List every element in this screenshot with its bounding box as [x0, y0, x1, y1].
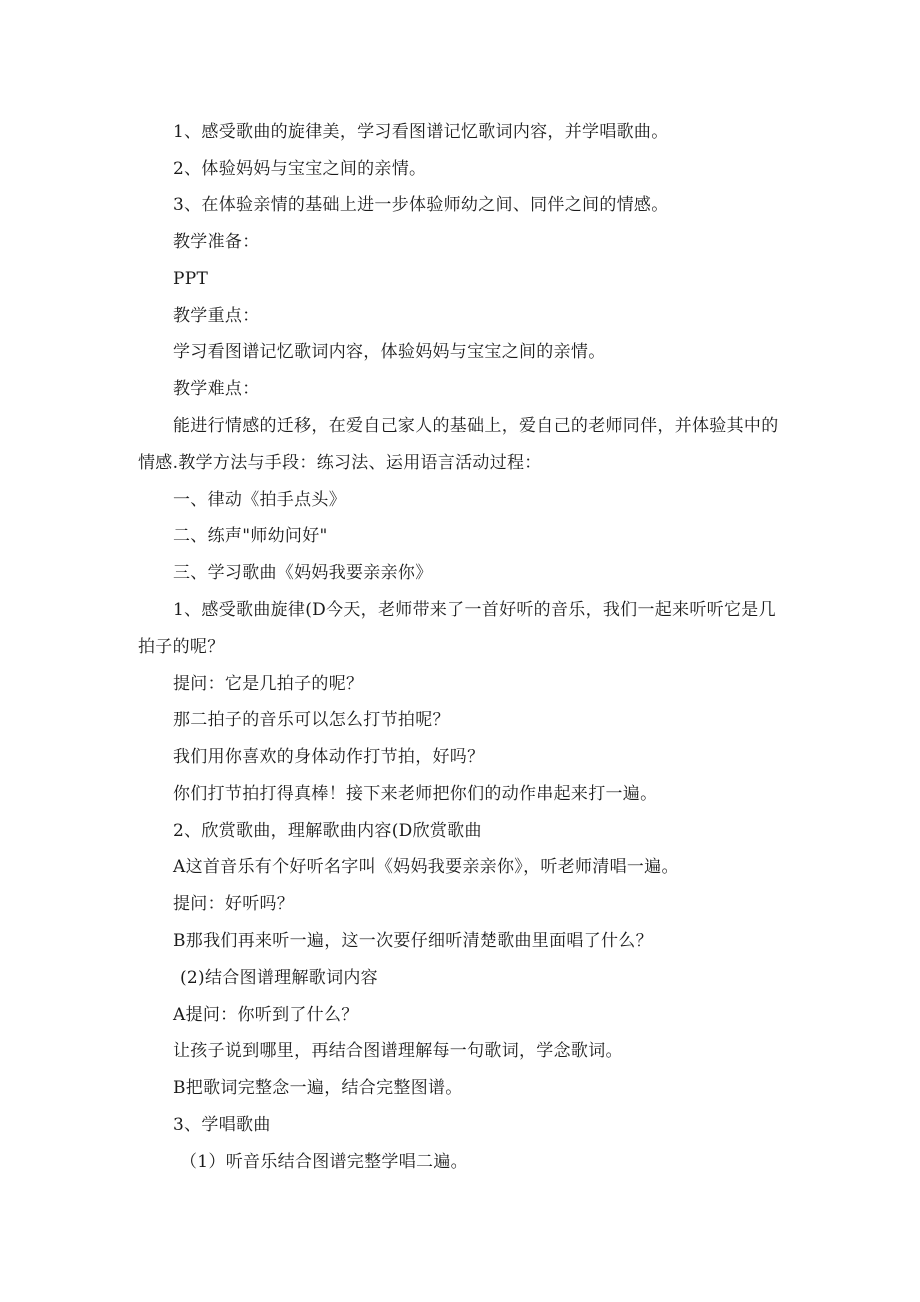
key-point-heading: 教学重点： — [173, 306, 260, 326]
step-3-3: 3、学唱歌曲 — [173, 1115, 271, 1135]
activity-2: 你们打节拍打得真棒！接下来老师把你们的动作串起来打一遍。 — [173, 784, 658, 804]
prep-content: PPT — [173, 269, 209, 289]
difficulty-content-line-2: 情感.教学方法与手段：练习法、运用语言活动过程： — [138, 453, 542, 473]
step-3-1-line-1: 1、感受歌曲旋律(D今天，老师带来了一首好听的音乐，我们一起来听听它是几 — [173, 600, 776, 620]
step-1: 一、律动《拍手点头》 — [173, 490, 346, 510]
step-3-2-2-b: B把歌词完整念一遍，结合完整图谱。 — [173, 1078, 463, 1098]
step-3-2-b: B那我们再来听一遍，这一次要仔细听清楚歌曲里面唱了什么？ — [173, 931, 653, 951]
step-3-2-2: (2)结合图谱理解歌词内容 — [180, 968, 378, 988]
question-2: 那二拍子的音乐可以怎么打节拍呢？ — [173, 710, 450, 730]
difficulty-heading: 教学难点： — [173, 379, 260, 399]
key-point-content: 学习看图谱记忆歌词内容，体验妈妈与宝宝之间的亲情。 — [173, 342, 606, 362]
prep-heading: 教学准备： — [173, 232, 260, 252]
step-3-3-1: （1）听音乐结合图谱完整学唱二遍。 — [180, 1152, 468, 1172]
step-3-2: 2、欣赏歌曲，理解歌曲内容(D欣赏歌曲 — [173, 821, 482, 841]
activity-1: 我们用你喜欢的身体动作打节拍，好吗？ — [173, 747, 485, 767]
objective-2: 2、体验妈妈与宝宝之间的亲情。 — [173, 159, 427, 179]
question-1: 提问：它是几拍子的呢？ — [173, 674, 364, 694]
objective-1: 1、感受歌曲的旋律美，学习看图谱记忆歌词内容，并学唱歌曲。 — [173, 122, 669, 142]
step-3-1-line-2: 拍子的呢？ — [138, 637, 225, 657]
question-3: 提问：好听吗？ — [173, 894, 295, 914]
step-2: 二、练声"师幼问好" — [173, 526, 328, 546]
objective-3: 3、在体验亲情的基础上进一步体验师幼之间、同伴之间的情感。 — [173, 195, 669, 215]
difficulty-content-line-1: 能进行情感的迁移，在爱自己家人的基础上，爱自己的老师同伴，并体验其中的 — [173, 416, 779, 436]
activity-3: 让孩子说到哪里，再结合图谱理解每一句歌词，学念歌词。 — [173, 1041, 623, 1061]
step-3-2-a: A这首音乐有个好听名字叫《妈妈我要亲亲你》，听老师清唱一遍。 — [173, 857, 679, 877]
step-3: 三、学习歌曲《妈妈我要亲亲你》 — [173, 563, 433, 583]
step-3-2-2-a: A提问：你听到了什么？ — [173, 1005, 359, 1025]
